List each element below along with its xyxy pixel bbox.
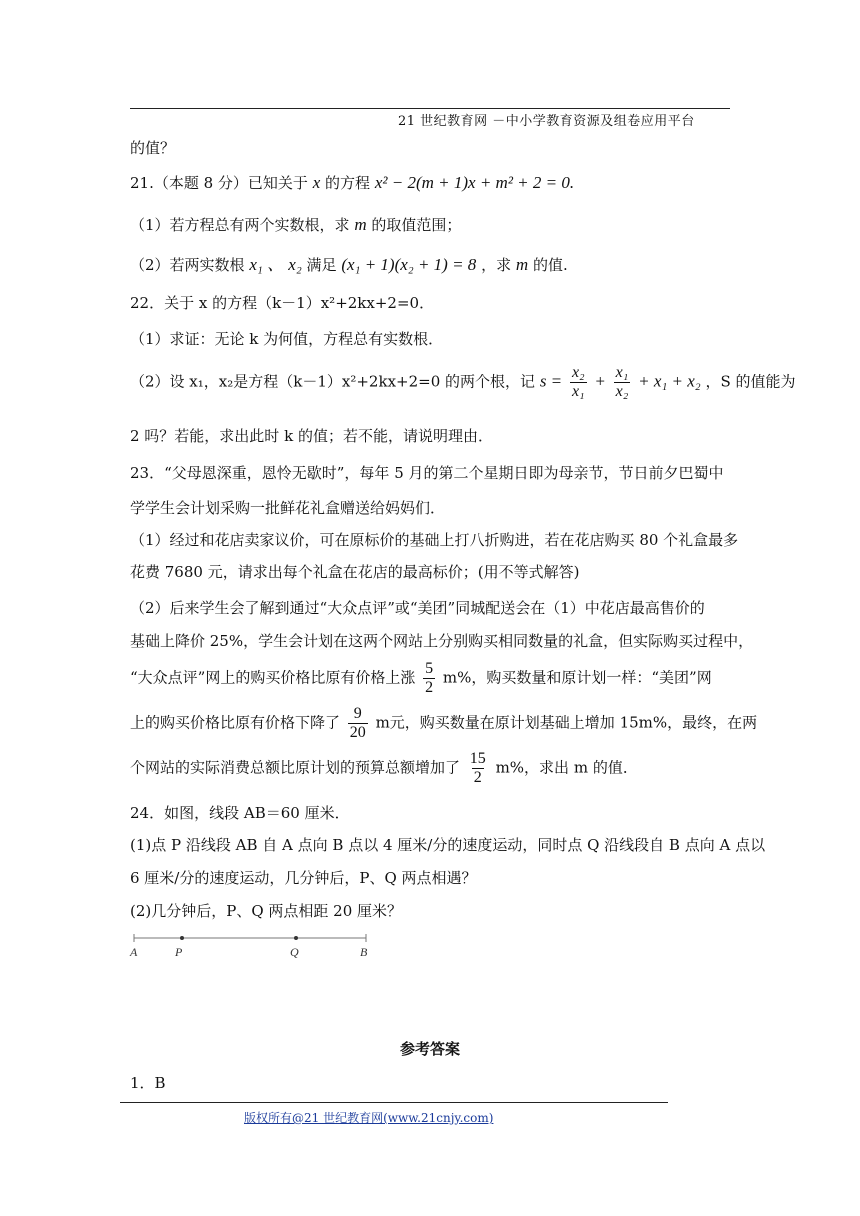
numerator: 15: [469, 750, 486, 767]
header-rule: [130, 108, 730, 109]
denominator: 2: [425, 679, 434, 696]
question-21: [130, 172, 574, 193]
text-line: [130, 705, 757, 742]
text-line: [130, 660, 712, 697]
label-b: B: [360, 945, 368, 959]
math-condition: (x₁ + 1)(x₂ + 1) = 8: [341, 255, 477, 274]
equation: x² − 2(m + 1)x + m² + 2 = 0.: [374, 173, 575, 192]
question-23: 23．“父母恩深重，恩怜无歇时”，每年 5 月的第二个星期日即为母亲节，节日前夕巴蜀中: [130, 464, 724, 482]
footer-rule: [120, 1102, 668, 1103]
numerator: 9: [353, 705, 362, 722]
text: m%，求出 m 的值．: [495, 758, 638, 777]
q21-text: 的方程: [325, 174, 371, 192]
text: ，求: [481, 256, 512, 274]
point-p-dot: [180, 936, 184, 940]
math-roots: x₁ 、 x₂: [249, 255, 302, 274]
text: （2）若两实数根: [130, 256, 245, 274]
text: 的值.: [532, 256, 568, 274]
label-p: P: [175, 945, 183, 959]
text-line: 花费 7680 元，请求出每个礼盒在花店的最高标价；(用不等式解答): [130, 563, 580, 581]
text-line: 的值？: [130, 139, 176, 157]
math-var: x: [312, 173, 321, 192]
numerator: x₂: [571, 364, 585, 381]
denominator: 20: [349, 724, 366, 741]
q21-part1: [130, 214, 461, 235]
q21-part2: [130, 250, 568, 275]
text: ，S 的值能为: [705, 372, 796, 391]
math-plus: +: [594, 371, 606, 391]
text-line: 6 厘米/分的速度运动，几分钟后，P、Q 两点相遇？: [130, 869, 477, 887]
text: 满足: [306, 256, 337, 274]
numerator: x₁: [615, 364, 629, 381]
numerator: 5: [425, 660, 434, 677]
text: “大众点评”网上的购买价格比原有价格上涨: [130, 668, 416, 687]
fraction: [570, 364, 587, 401]
answer-1: 1．B: [130, 1074, 166, 1092]
denominator: x₁: [571, 383, 585, 400]
question-24: 24．如图，线段 AB＝60 厘米．: [130, 804, 350, 822]
q24-part1: (1)点 P 沿线段 AB 自 A 点向 B 点以 4 厘米/分的速度运动，同时点 Q 沿线段自 B 点向 A 点以: [130, 836, 766, 854]
q22-line3: 2 吗？若能，求出此时 k 的值；若不能，请说明理由．: [130, 427, 493, 445]
math-var: m: [354, 215, 367, 234]
denominator: 2: [473, 769, 482, 786]
fraction: [468, 750, 488, 787]
answers-title: 参考答案: [400, 1040, 461, 1058]
label-q: Q: [290, 945, 299, 959]
text: m%，购买数量和原计划一样：“美团”网: [442, 668, 712, 687]
math-var: m: [515, 255, 529, 274]
fraction: [423, 660, 435, 697]
text: 个网站的实际消费总额比原计划的预算总额增加了: [130, 758, 461, 777]
text-line: [130, 750, 638, 787]
q21-text: 21.（本题 8 分）已知关于: [130, 174, 308, 192]
fraction: [614, 364, 631, 401]
q24-part2: (2)几分钟后，P、Q 两点相距 20 厘米？: [130, 902, 403, 920]
fraction: [348, 705, 368, 742]
footer-link[interactable]: 版权所有@21 世纪教育网(www.21cnjy.com): [244, 1111, 494, 1125]
q23-part2: （2）后来学生会了解到通过“大众点评”或“美团”同城配送会在（1）中花店最高售价的: [130, 599, 705, 617]
segment-figure: [126, 930, 386, 970]
q22-part2: [130, 364, 796, 401]
label-a: A: [130, 945, 138, 959]
text-line: 基础上降价 25%，学生会计划在这两个网站上分别购买相同数量的礼盒，但实际购买过程中，: [130, 632, 754, 650]
point-q-dot: [294, 936, 298, 940]
q23-part1: （1）经过和花店卖家议价，可在原标价的基础上打八折购进，若在花店购买 80 个礼盒最多: [130, 531, 739, 549]
text-line: 学学生会计划采购一批鲜花礼盒赠送给妈妈们．: [130, 499, 446, 517]
text: m元，购买数量在原计划基础上增加 15m%，最终，在两: [375, 713, 758, 732]
text: 上的购买价格比原有价格下降了: [130, 713, 341, 732]
text: （2）设 x₁，x₂是方程（k－1）x²+2kx+2=0 的两个根，记: [130, 372, 536, 391]
q22-part1: （1）求证：无论 k 为何值，方程总有实数根．: [130, 330, 444, 348]
denominator: x₂: [615, 383, 629, 400]
math-tail: + x₁ + x₂: [638, 371, 701, 391]
math-s: s =: [539, 371, 563, 391]
text: 的取值范围；: [371, 216, 462, 234]
header-text: 21 世纪教育网 －中小学教育资源及组卷应用平台: [398, 114, 695, 129]
question-22: 22．关于 x 的方程（k－1）x²+2kx+2=0．: [130, 294, 435, 312]
text: （1）若方程总有两个实数根，求: [130, 216, 350, 234]
